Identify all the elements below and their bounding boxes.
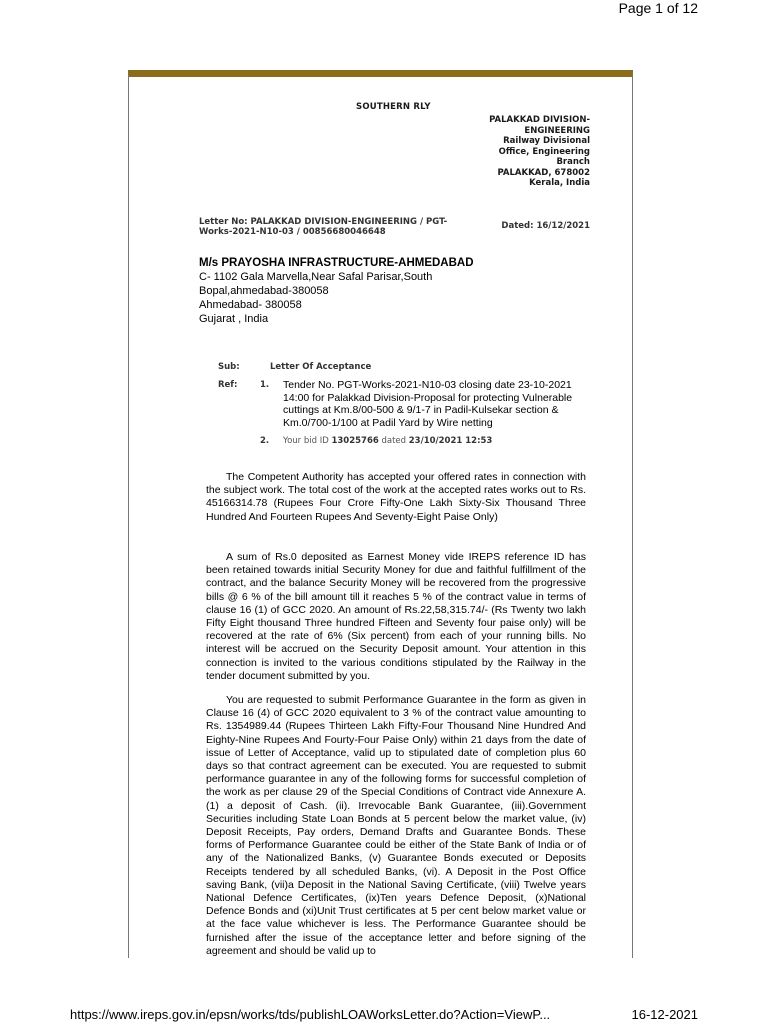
body-paragraph-1: The Competent Authority has accepted your offered rates in connection with the subject work. The total cost of the work at the accepted rates works out to Rs. 45166314.78 (Rupees Four Crore Fifty-One Lakh Sixty-Six Thousand Three Hundred And Fourteen Rupees And Seventy-Eight Paise Only) xyxy=(206,471,586,523)
reference-item-text: Tender No. PGT-Works-2021-N10-03 closing date 23-10-2021 14:00 for Palakkad Division-Proposal for protecting Vulnerable cuttings at Km.8/00-500 & 9/1-7 in Padil-Kulsekar section & Km.0/700-1/100 at Padil Yard by Wire netting xyxy=(283,379,573,429)
subject-text: Letter Of Acceptance xyxy=(270,362,372,372)
body-paragraph-2: A sum of Rs.0 deposited as Earnest Money vide IREPS reference ID has been retained towards initial Security Money for due and faithful fulfillment of the contract, and the balance Security Money will be recovered from the progressive bills @ 6 % of the bill amount till it reaches 5 % of the contract value in terms of clause 16 (1) of GCC 2020. An amount of Rs.22,58,315.74/- (Rs Twenty two lakh Fifty Eight thousand Three hundred Fifteen and Seventy four paise only) will be recovered at the rate of 6% (Six percent) from each of your running bills. No interest will be accrued on the Security Deposit amount. Your attention in this connection is invited to the various conditions stipulated by the Railway in the tender document submitted by you. xyxy=(206,551,586,682)
letter-document xyxy=(128,70,633,958)
page-number: Page 1 of 12 xyxy=(618,0,698,16)
body-paragraph-3: You are requested to submit Performance Guarantee in the form as given in Clause 16 (4) of GCC 2020 equivalent to 3 % of the contract value amounting to Rs. 1354989.44 (Rupees Thirteen Lakh Fifty-Four Thousand Nine Hundred And Eighty-Nine Rupees And Fourty-Four Paise Only) within 21 days from the date of issue of Letter of Acceptance, valid up to stipulated date of completion plus 60 days so that contract agreement can be executed. You are requested to submit performance guarantee in any of the following forms for successful completion of the work as per clause 29 of the Special Conditions of Contract vide Annexure A.(1) a deposit of Cash. (ii). Irrevocable Bank Guarantee, (iii).Government Securities including State Loan Bonds at 5 percent below the market value, (iv) Deposit Receipts, Pay orders, Demand Drafts and Guarantee Bonds. These forms of Performance Guarantee could be either of the State Bank of India or of any of the Nationalized Banks, (v) Guarantee Bonds executed or Deposits Receipts tendered by all scheduled Banks, (vi). A Deposit in the Post Office saving Bank, (vii)a Deposit in the National Saving Certificate, (viii) Twelve years National Defence Certificates, (ix)Ten years Defence Deposit, (x)National Defence Bonds and (xi)Unit Trust certificates at 5 per cent below market value or at the face value whichever is less. The Performance Guarantee should be furnished after the issue of the acceptance letter and before signing of the agreement and should be valid up to xyxy=(206,694,586,957)
address-line: ENGINEERING xyxy=(524,125,590,136)
footer-date: 16-12-2021 xyxy=(631,1007,698,1022)
letter-number: Letter No: PALAKKAD DIVISION-ENGINEERING / PGT-Works-2021-N10-03 / 00856680046648 xyxy=(199,217,448,237)
addressee-line: C- 1102 Gala Marvella,Near Safal Parisar,South xyxy=(199,271,433,283)
footer-url: https://www.ireps.gov.in/epsn/works/tds/publishLOAWorksLetter.do?Action=ViewP... xyxy=(70,1007,551,1022)
addressee-line: Ahmedabad- 380058 xyxy=(199,299,302,311)
addressee-line: Bopal,ahmedabad-380058 xyxy=(199,285,329,297)
address-line: Branch xyxy=(556,157,590,167)
address-line: PALAKKAD, 678002 xyxy=(497,167,590,178)
bid-id: 13025766 xyxy=(331,436,379,446)
reference-label: Ref: xyxy=(218,380,238,390)
addressee-block xyxy=(199,256,499,326)
bid-reference xyxy=(283,436,492,446)
addressee-line: Gujarat , India xyxy=(199,313,269,325)
address-line: Office, Engineering xyxy=(498,146,590,157)
bid-date: 23/10/2021 12:53 xyxy=(408,436,493,446)
reference-item-number: 1. xyxy=(260,380,270,390)
address-line: PALAKKAD DIVISION- xyxy=(489,115,590,125)
letter-date: Dated: 16/12/2021 xyxy=(501,221,590,231)
subject-label: Sub: xyxy=(218,362,240,372)
bid-prefix: Your bid ID xyxy=(283,436,332,446)
address-line: Railway Divisional xyxy=(503,136,590,146)
bid-dated-word: dated xyxy=(378,436,409,446)
subject-line xyxy=(218,362,371,372)
railway-name: SOUTHERN RLY xyxy=(356,102,431,112)
reference-item-number: 2. xyxy=(260,436,270,446)
office-address xyxy=(430,115,590,189)
address-line: Kerala, India xyxy=(529,178,590,188)
addressee-name: M/s PRAYOSHA INFRASTRUCTURE-AHMEDABAD xyxy=(199,257,474,269)
